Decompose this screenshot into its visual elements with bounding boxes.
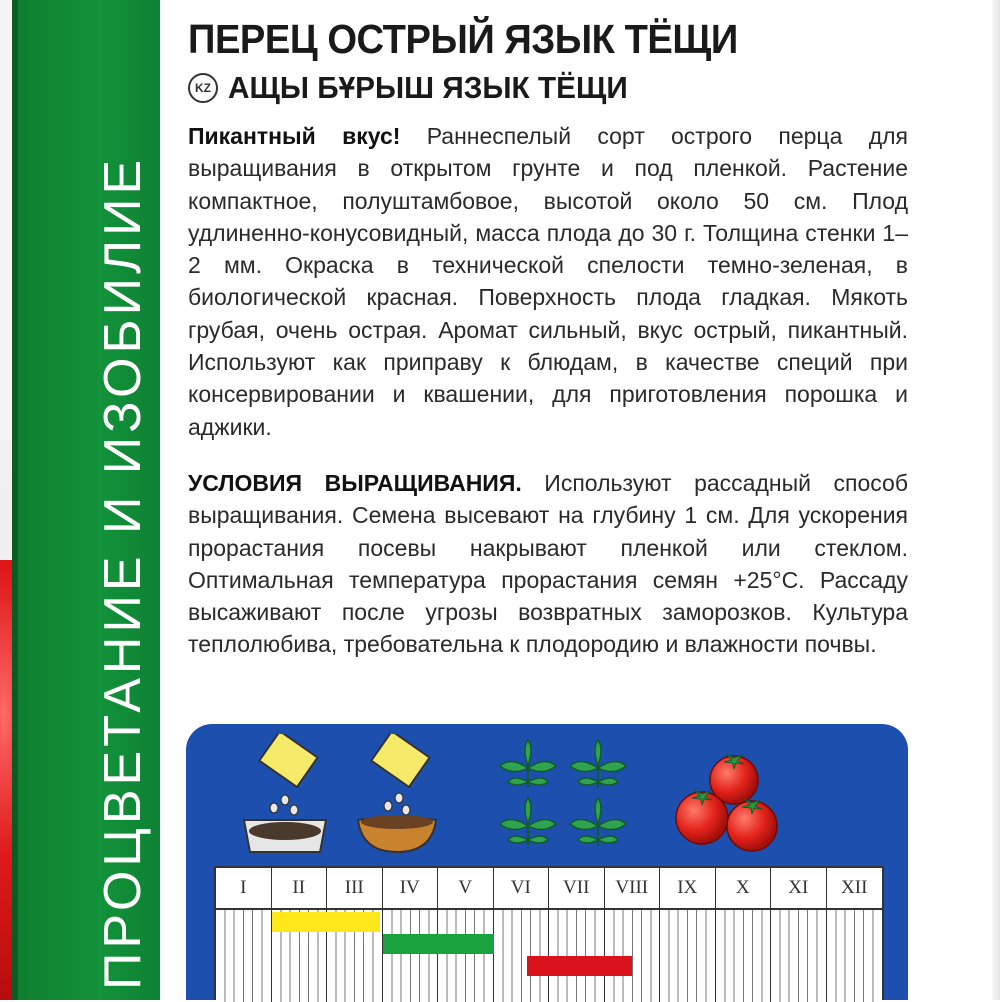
month-column [716,908,772,1002]
month-label: VI [494,868,550,908]
side-banner [0,0,160,1000]
month-column [660,908,716,1002]
month-label: VII [549,868,605,908]
conditions-lead: УСЛОВИЯ ВЫРАЩИВАНИЯ. [188,470,522,496]
sowing-pot-icon [352,734,442,854]
month-label: V [438,868,494,908]
month-column [216,908,272,1002]
month-label: XI [771,868,827,908]
description-lead: Пикантный вкус! [188,123,401,149]
description-text: Раннеспелый сорт острого перца для выращивания в открытом грунте и под пленкой. Растение компактное, полуштамбовое, высотой около 50 см. Плод удлиненно-конусовидный, масса плода до 30 г. Толщина стенки 1–2 мм. Окраска в технической спелости темно-зеленая, в биологической красная. Поверхность плода гладкая. Мякоть грубая, очень острая. Аромат сильный, вкус острый, пикантный. Используют как приправу к блюдам, в качестве специй при консервировании и квашении, для приготовления порошка и аджики. [188,123,908,440]
sowing-period-bar [272,912,380,932]
harvest-period-bar [527,956,632,976]
month-column [383,908,439,1002]
month-column [494,908,550,1002]
seedlings-icon [490,738,640,858]
conditions-text: Используют рассадный способ выращивания. Семена высевают на глубину 1 см. Для ускорения прорастания посевы накрывают пленкой или стеклом. Оптимальная температура прорастания семян +25°C. Рассаду высаживают после угрозы возвратных заморозков. Культура теплолюбива, требовательна к плодородию и влажности почвы. [188,470,908,658]
month-label: X [716,868,772,908]
subtitle-row [188,70,644,106]
package-edge [992,0,1000,1000]
month-calendar-grid [214,866,884,1000]
product-title: ПЕРЕЦ ОСТРЫЙ ЯЗЫК ТЁЩИ [188,16,738,62]
month-column [605,908,661,1002]
month-label: III [327,868,383,908]
month-label: IX [660,868,716,908]
month-label: VIII [605,868,661,908]
month-label: II [272,868,328,908]
month-column [827,908,883,1002]
month-label: XII [841,877,868,898]
month-label: IV [383,868,439,908]
planting-period-bar [383,934,494,954]
side-slogan: ПРОЦВЕТАНИЕ И ИЗОБИЛИЕ [94,155,152,990]
month-label: I [216,868,272,908]
product-subtitle-kz: АЩЫ БҰРЫШ ЯЗЫК ТЁЩИ [228,70,628,105]
kz-language-icon: KZ [188,73,218,103]
month-column [438,908,494,1002]
growing-conditions-paragraph [188,467,908,661]
sowing-tray-icon [240,734,330,854]
month-column [771,908,827,1002]
description-paragraph [188,120,908,443]
tomato-harvest-icon [672,748,782,858]
month-column [549,908,605,1002]
